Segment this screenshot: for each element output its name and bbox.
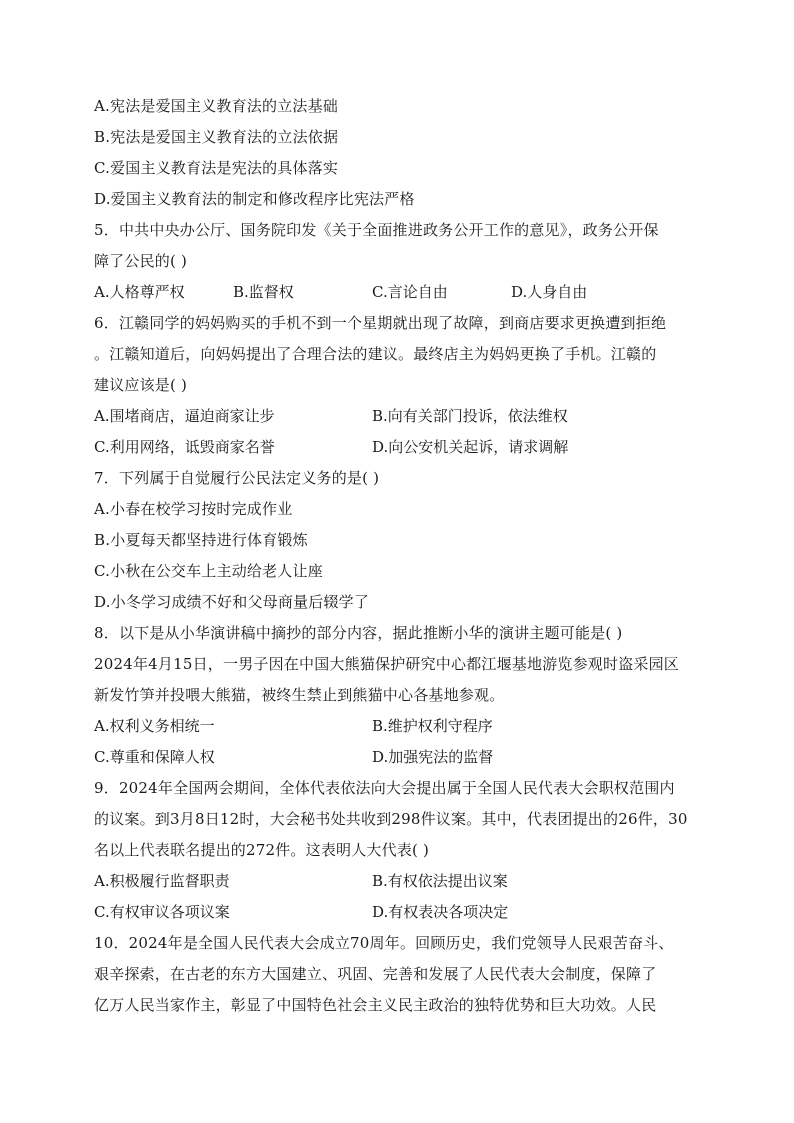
q8-options-row-1 bbox=[94, 711, 704, 742]
q5-option-a: A.人格尊严权 bbox=[94, 283, 185, 301]
q7-option-c: C.小秋在公交车上主动给老人让座 bbox=[94, 562, 323, 580]
q5-options bbox=[94, 277, 704, 308]
q10-stem bbox=[94, 928, 704, 1021]
q6-stem-line: 6．江赣同学的妈妈购买的手机不到一个星期就出现了故障，到商店要求更换遭到拒绝 bbox=[94, 314, 667, 332]
q9-option-b: B.有权依法提出议案 bbox=[372, 872, 508, 890]
q7-option-a: A.小春在校学习按时完成作业 bbox=[94, 500, 293, 518]
q8-option-d: D.加强宪法的监督 bbox=[372, 748, 494, 766]
q8-stem-line: 2024年4月15日，一男子因在中国大熊猫保护研究中心都江堰基地游览参观时盗采园区 bbox=[94, 655, 680, 673]
q5-option-d: D.人身自由 bbox=[511, 283, 588, 301]
q6-options-row-1 bbox=[94, 401, 704, 432]
q4-option-a: A.宪法是爱国主义教育法的立法基础 bbox=[94, 97, 339, 115]
q8-options-row-2 bbox=[94, 742, 704, 773]
q6-stem bbox=[94, 308, 704, 401]
q9-option-a: A.积极履行监督职责 bbox=[94, 872, 230, 890]
q6-stem-line: 。江赣知道后，向妈妈提出了合理合法的建议。最终店主为妈妈更换了手机。江赣的 bbox=[94, 345, 657, 363]
q10-stem-line: 10．2024年是全国人民代表大会成立70周年。回顾历史，我们党领导人民艰苦奋斗、 bbox=[94, 934, 674, 952]
q8-option-b: B.维护权利守程序 bbox=[372, 717, 493, 735]
q5-option-c: C.言论自由 bbox=[372, 283, 448, 301]
q6-option-c: C.利用网络，诋毁商家名誉 bbox=[94, 438, 275, 456]
q7-stem bbox=[94, 463, 704, 494]
q6-option-b: B.向有关部门投诉，依法维权 bbox=[372, 407, 568, 425]
q6-option-a: A.围堵商店，逼迫商家让步 bbox=[94, 407, 275, 425]
q9-option-d: D.有权表决各项决定 bbox=[372, 903, 509, 921]
q8-stem-line: 8．以下是从小华演讲稿中摘抄的部分内容，据此推断小华的演讲主题可能是( ) bbox=[94, 624, 623, 642]
q6-stem-line: 建议应该是( ) bbox=[94, 376, 188, 394]
q10-stem-line: 亿万人民当家作主，彰显了中国特色社会主义民主政治的独特优势和巨大功效。人民 bbox=[94, 996, 657, 1014]
q9-stem-line: 的议案。到3月8日12时，大会秘书处共收到298件议案。其中，代表团提出的26件，30 bbox=[94, 810, 688, 828]
q5-stem-line: 5．中共中央办公厅、国务院印发《关于全面推进政务公开工作的意见》，政务公开保 bbox=[94, 221, 659, 239]
q6-options-row-2 bbox=[94, 432, 704, 463]
q9-stem-line: 9．2024年全国两会期间，全体代表依法向大会提出属于全国人民代表大会职权范围内 bbox=[94, 779, 675, 797]
q9-stem-line: 名以上代表联名提出的272件。这表明人大代表( ) bbox=[94, 841, 430, 859]
q8-stem-line: 新发竹笋并投喂大熊猫，被终生禁止到熊猫中心各基地参观。 bbox=[94, 686, 505, 704]
document-page bbox=[94, 91, 704, 1021]
q8-option-c: C.尊重和保障人权 bbox=[94, 748, 215, 766]
q9-stem bbox=[94, 773, 704, 866]
q8-stem bbox=[94, 618, 704, 711]
q7-option-d: D.小冬学习成绩不好和父母商量后辍学了 bbox=[94, 593, 370, 611]
q9-option-c: C.有权审议各项议案 bbox=[94, 903, 230, 921]
q4-option-c: C.爱国主义教育法是宪法的具体落实 bbox=[94, 159, 339, 177]
q9-options-row-1 bbox=[94, 866, 704, 897]
q7-option-b: B.小夏每天都坚持进行体育锻炼 bbox=[94, 531, 308, 549]
q5-stem bbox=[94, 215, 704, 277]
q7-stem-line: 7．下列属于自觉履行公民法定义务的是( ) bbox=[94, 469, 380, 487]
q9-options-row-2 bbox=[94, 897, 704, 928]
q5-option-b: B.监督权 bbox=[233, 283, 294, 301]
q10-stem-line: 艰辛探索，在古老的东方大国建立、巩固、完善和发展了人民代表大会制度，保障了 bbox=[94, 965, 657, 983]
q5-stem-line: 障了公民的( ) bbox=[94, 252, 188, 270]
q4-option-d: D.爱国主义教育法的制定和修改程序比宪法严格 bbox=[94, 190, 415, 208]
q4-option-b: B.宪法是爱国主义教育法的立法依据 bbox=[94, 128, 339, 146]
q8-option-a: A.权利义务相统一 bbox=[94, 717, 215, 735]
q6-option-d: D.向公安机关起诉，请求调解 bbox=[372, 438, 569, 456]
